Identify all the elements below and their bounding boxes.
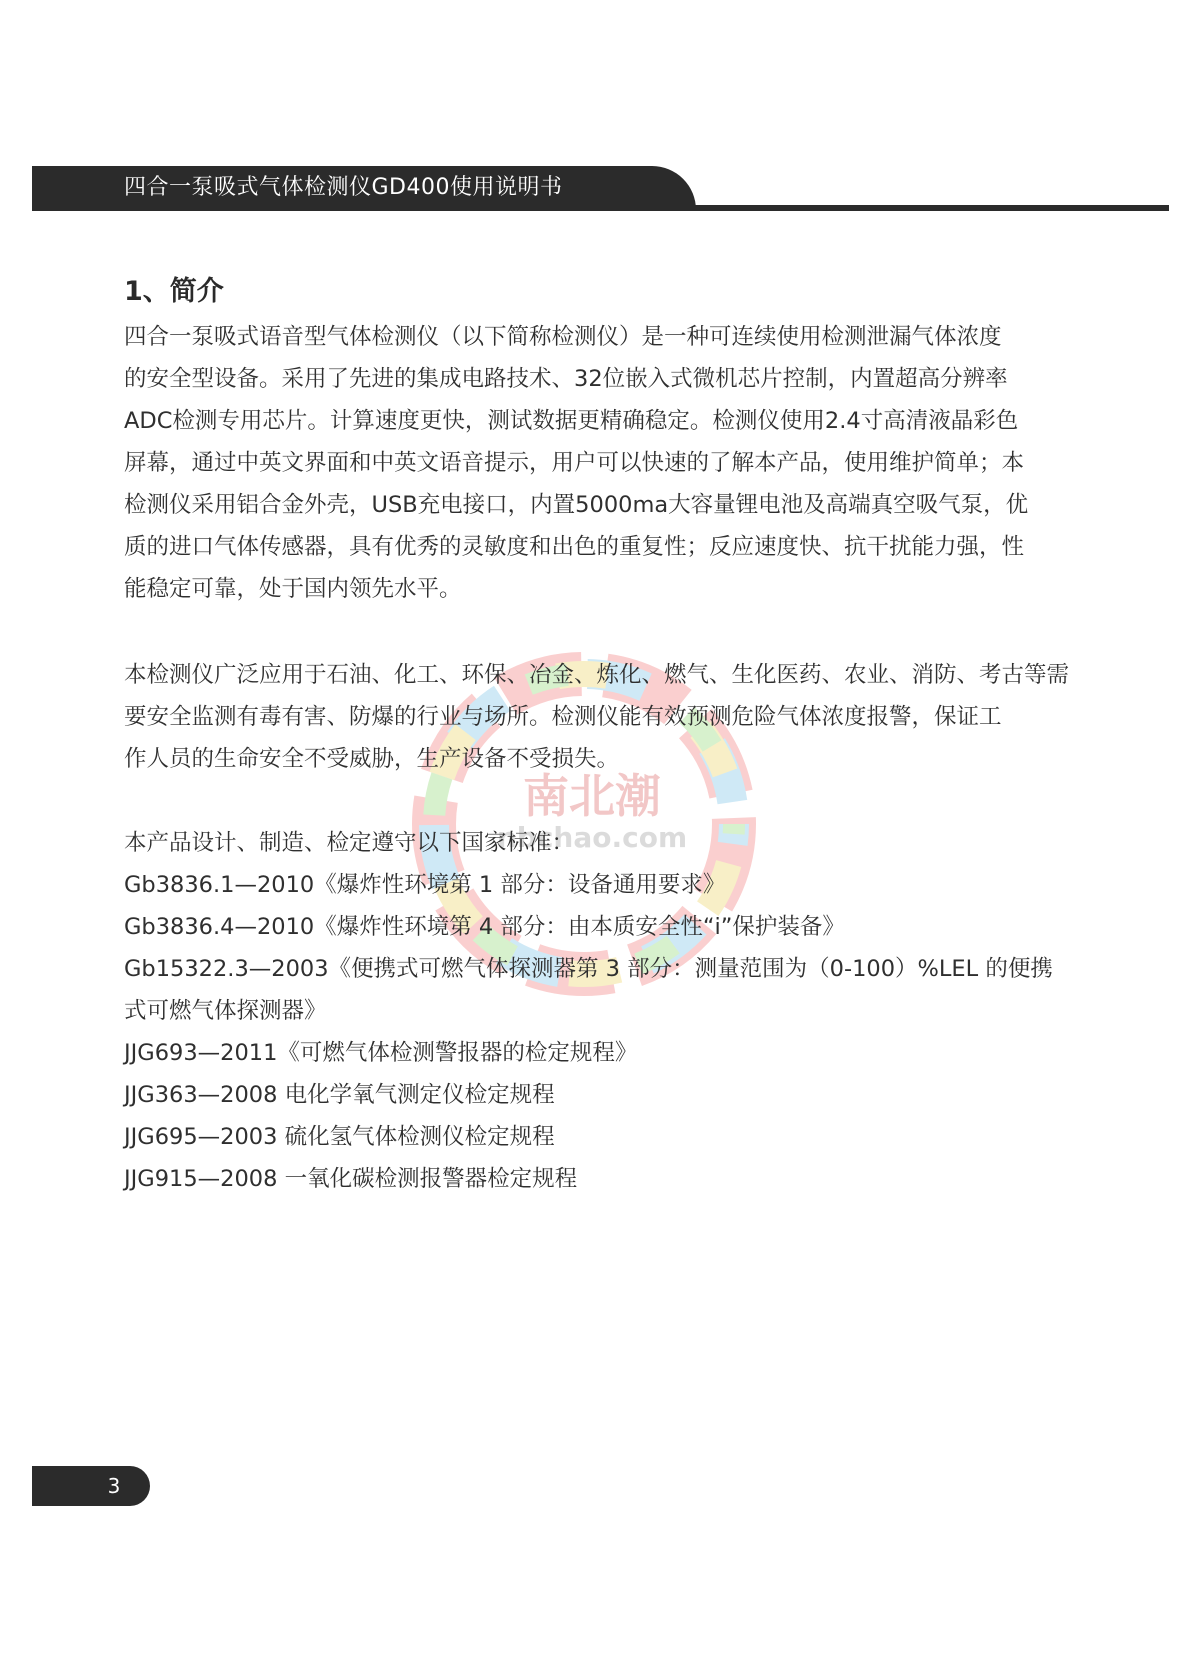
application-line: 作人员的生命安全不受威胁，生产设备不受损失。 <box>124 746 620 772</box>
watermark-text-url: nbchao.com <box>496 821 688 854</box>
intro-line: 质的进口气体传感器，具有优秀的灵敏度和出色的重复性；反应速度快、抗干扰能力强，性 <box>124 534 1025 560</box>
page-number-pill <box>32 1466 150 1506</box>
standard-item: JJG915—2008 一氧化碳检测报警器检定规程 <box>124 1166 578 1192</box>
intro-paragraph <box>124 316 1074 610</box>
section-heading: 1、简介 <box>124 276 224 307</box>
watermark-text-cn: 南北潮 <box>523 769 661 823</box>
intro-line: 屏幕，通过中英文界面和中英文语音提示，用户可以快速的了解本产品，使用维护简单；本 <box>124 450 1025 476</box>
page-number: 3 <box>107 1474 121 1498</box>
standard-item: Gb3836.1—2010《爆炸性环境第 1 部分：设备通用要求》 <box>124 872 726 898</box>
standards-list <box>124 822 1074 1200</box>
application-paragraph <box>124 654 1074 780</box>
intro-line: 的安全型设备。采用了先进的集成电路技术、32位嵌入式微机芯片控制，内置超高分辨率 <box>124 366 1008 392</box>
header-rule <box>32 205 1169 211</box>
intro-line: ADC检测专用芯片。计算速度更快，测试数据更精确稳定。检测仪使用2.4寸高清液晶彩色 <box>124 408 1019 434</box>
standards-intro: 本产品设计、制造、检定遵守以下国家标准： <box>124 830 575 856</box>
standard-item-continued: 式可燃气体探测器》 <box>124 998 327 1024</box>
application-line: 本检测仪广泛应用于石油、化工、环保、冶金、炼化、燃气、生化医药、农业、消防、考古等需 <box>124 662 1070 688</box>
application-line: 要安全监测有毒有害、防爆的行业与场所。检测仪能有效预测危险气体浓度报警，保证工 <box>124 704 1002 730</box>
intro-line: 能稳定可靠，处于国内领先水平。 <box>124 576 462 602</box>
standard-item: JJG695—2003 硫化氢气体检测仪检定规程 <box>124 1124 555 1150</box>
standard-item: JJG363—2008 电化学氧气测定仪检定规程 <box>124 1082 555 1108</box>
intro-line: 四合一泵吸式语音型气体检测仪（以下简称检测仪）是一种可连续使用检测泄漏气体浓度 <box>124 324 1002 350</box>
standard-item: Gb15322.3—2003《便携式可燃气体探测器第 3 部分：测量范围为（0-100）%LEL 的便携 <box>124 956 1053 982</box>
intro-line: 检测仪采用铝合金外壳，USB充电接口，内置5000ma大容量锂电池及高端真空吸气泵，优 <box>124 492 1029 518</box>
standard-item: Gb3836.4—2010《爆炸性环境第 4 部分：由本质安全性“i”保护装备》 <box>124 914 845 940</box>
document-title: 四合一泵吸式气体检测仪GD400使用说明书 <box>124 175 563 200</box>
standard-item: JJG693—2011《可燃气体检测警报器的检定规程》 <box>124 1040 638 1066</box>
